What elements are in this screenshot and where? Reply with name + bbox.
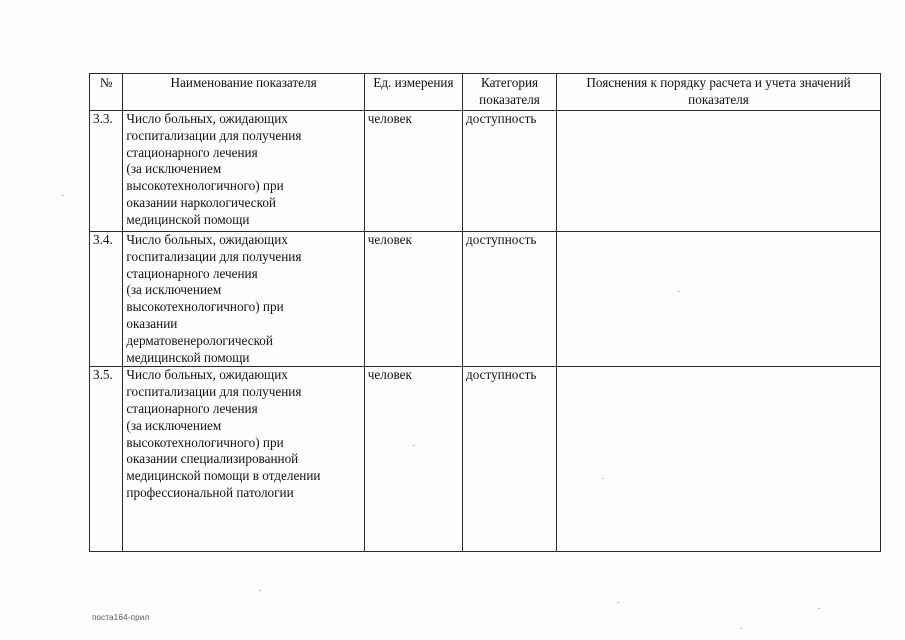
category-value: доступность bbox=[463, 367, 557, 552]
header-category: Категория показателя bbox=[463, 74, 557, 111]
scan-speck bbox=[740, 628, 742, 629]
table-header-row bbox=[90, 74, 881, 111]
table-row bbox=[90, 111, 881, 232]
table-row bbox=[90, 367, 881, 552]
header-unit: Ед. измерения bbox=[364, 74, 462, 111]
scan-speck bbox=[62, 195, 64, 196]
header-indicator-name: Наименование показателя bbox=[123, 74, 364, 111]
notes-value bbox=[557, 111, 881, 232]
scan-speck bbox=[413, 445, 415, 446]
row-number: 3.5. bbox=[90, 367, 123, 552]
header-notes: Пояснения к порядку расчета и учета значений показателя bbox=[557, 74, 881, 111]
scan-speck bbox=[617, 602, 619, 603]
table-row bbox=[90, 232, 881, 367]
unit-value: человек bbox=[364, 111, 462, 232]
scan-speck bbox=[602, 478, 604, 479]
indicator-name: Число больных, ожидающих госпитализации для получения стационарного лечения (за исключением высокотехнологичного) при оказании специализированной медицинской помощи в отделении профессиональной патологии bbox=[123, 367, 364, 552]
notes-value bbox=[557, 367, 881, 552]
scan-speck bbox=[678, 291, 680, 292]
indicators-table bbox=[89, 73, 881, 552]
row-number: 3.3. bbox=[90, 111, 123, 232]
unit-value: человек bbox=[364, 367, 462, 552]
category-value: доступность bbox=[463, 111, 557, 232]
scan-speck bbox=[259, 590, 261, 591]
unit-value: человек bbox=[364, 232, 462, 367]
footer-stamp: поста164-прил bbox=[92, 613, 150, 622]
row-number: 3.4. bbox=[90, 232, 123, 367]
notes-value bbox=[557, 232, 881, 367]
indicator-name: Число больных, ожидающих госпитализации для получения стационарного лечения (за исключением высокотехнологичного) при оказании дерматовенерологической медицинской помощи bbox=[123, 232, 364, 367]
indicator-name: Число больных, ожидающих госпитализации для получения стационарного лечения (за исключением высокотехнологичного) при оказании наркологической медицинской помощи bbox=[123, 111, 364, 232]
header-number: № bbox=[90, 74, 123, 111]
scan-speck bbox=[818, 608, 820, 609]
category-value: доступность bbox=[463, 232, 557, 367]
